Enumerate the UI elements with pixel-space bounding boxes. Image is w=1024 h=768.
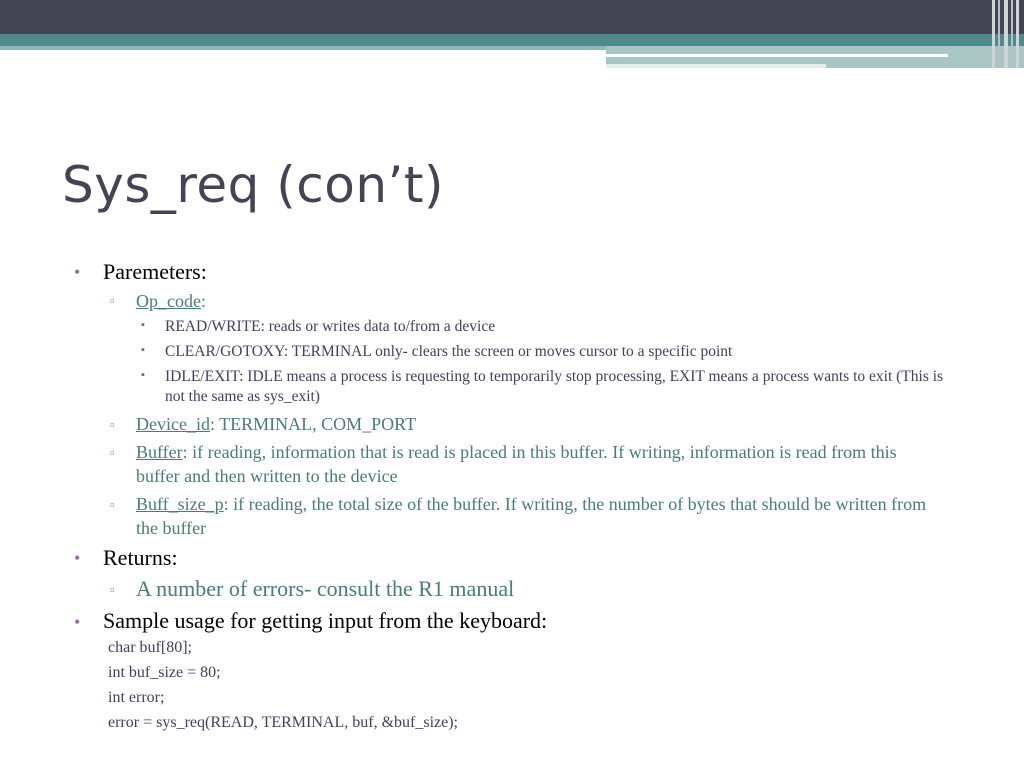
code-line: error = sys_req(READ, TERMINAL, buf, &buf_size);: [108, 714, 458, 731]
code-line: int buf_size = 80;: [108, 664, 221, 681]
op-idle-exit: IDLE/EXIT: IDLE means a process is requesting to temporarily stop processing, EXIT means a process wants to exit (This is not the same as sys_exit): [165, 368, 944, 405]
subitem-buff-size: [136, 492, 941, 540]
bullet-level2: ▫: [110, 293, 115, 308]
bullet-level1: •: [74, 548, 81, 568]
subitem-device-id: [136, 412, 941, 436]
bullet-level1: •: [74, 262, 81, 282]
bullet-level3: ▪: [141, 344, 145, 356]
bullet-level2: ▫: [110, 417, 115, 432]
subitem-buffer: [136, 440, 941, 488]
slide-title: Sys_req (con’t): [62, 156, 445, 214]
bullet-level2: ▫: [110, 582, 115, 597]
code-line: int error;: [108, 689, 165, 706]
op-code-label: Op_code: [136, 291, 201, 311]
bullet-sample-usage: Sample usage for getting input from the keyboard:: [103, 608, 548, 633]
code-line: char buf[80];: [108, 639, 192, 656]
op-read-write: READ/WRITE: reads or writes data to/from a device: [165, 318, 496, 335]
bullet-level1: •: [74, 612, 81, 632]
bullet-level3: ▪: [141, 369, 145, 381]
op-clear-gotoxy: CLEAR/GOTOXY: TERMINAL only- clears the screen or moves cursor to a specific point: [165, 343, 733, 360]
device-id-text: : TERMINAL, COM_PORT: [209, 414, 417, 434]
bullet-level2: ▫: [110, 497, 115, 512]
op-code-colon: :: [200, 291, 206, 311]
device-id-label: Device_id: [136, 414, 210, 434]
bullet-returns: Returns:: [103, 545, 178, 570]
subitem-op-code: [136, 289, 941, 313]
returns-detail: A number of errors- consult the R1 manual: [136, 576, 515, 601]
bullet-level3: ▪: [141, 319, 145, 331]
buff-size-label: Buff_size_p: [136, 494, 224, 514]
bullet-level2: ▫: [110, 445, 115, 460]
buff-size-text: : if reading, the total size of the buffer. If writing, the number of bytes that should be written from the buffer: [136, 494, 927, 538]
buffer-label: Buffer: [136, 442, 183, 462]
bullet-parameters: Paremeters:: [103, 259, 207, 284]
buffer-text: : if reading, information that is read is placed in this buffer. If writing, information is read from this buffer and then written to the device: [136, 442, 897, 486]
